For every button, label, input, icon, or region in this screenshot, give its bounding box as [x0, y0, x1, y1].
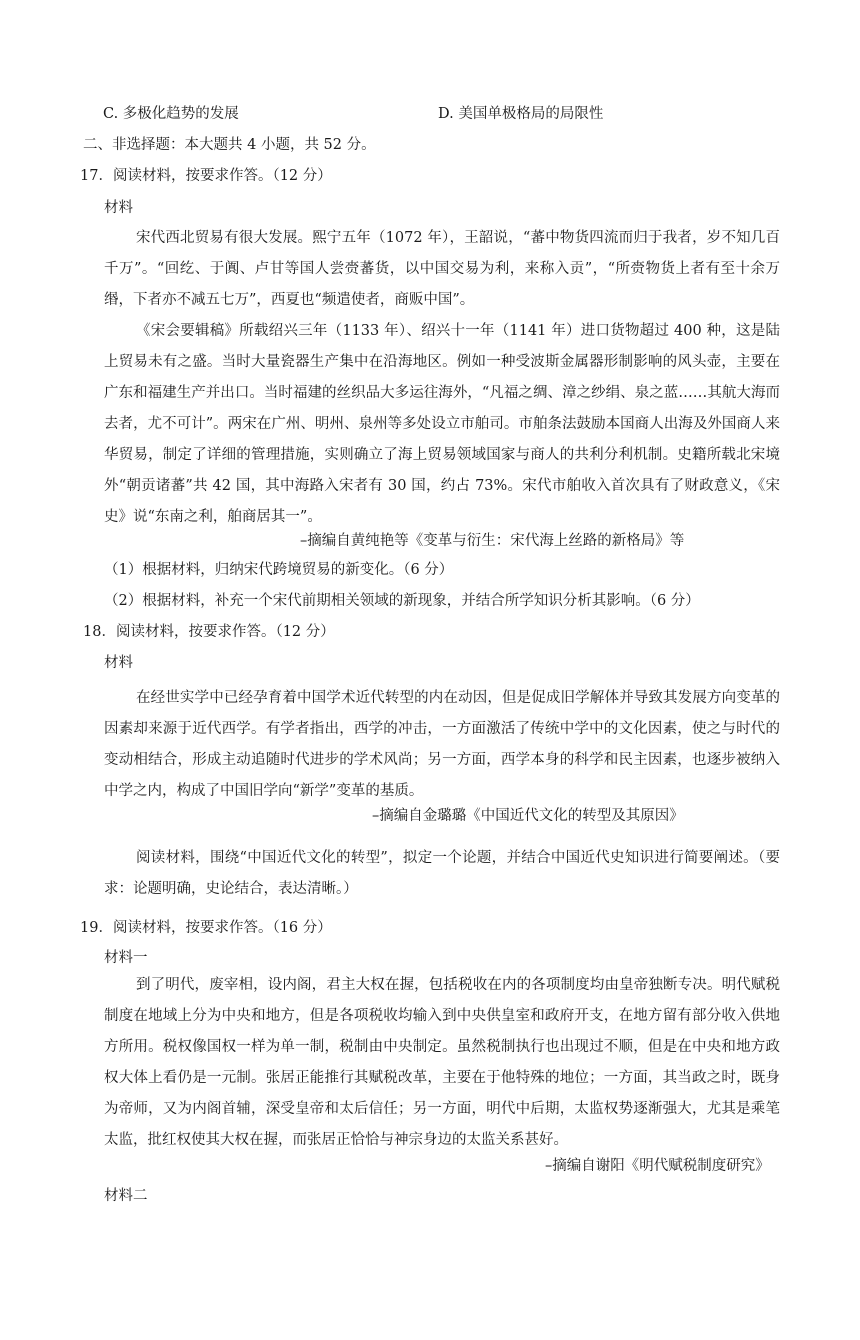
q19-stem: 19．阅读材料，按要求作答。（16 分） — [80, 920, 332, 936]
option-c: C. 多极化趋势的发展 — [103, 106, 239, 122]
q18-stem: 18．阅读材料，按要求作答。（12 分） — [83, 624, 335, 640]
option-d: D. 美国单极格局的局限性 — [438, 106, 604, 122]
q17-stem: 17．阅读材料，按要求作答。（12 分） — [80, 168, 332, 184]
q18-source: –摘编自金璐璐《中国近代文化的转型及其原因》 — [372, 808, 684, 824]
section-two-heading: 二、非选择题：本大题共 4 小题，共 52 分。 — [83, 137, 376, 153]
q19-source: –摘编自谢阳《明代赋税制度研究》 — [545, 1158, 770, 1174]
q17-material-label: 材料 — [104, 200, 133, 216]
q18-task: 阅读材料，围绕“中国近代文化的转型”，拟定一个论题，并结合中国近代史知识进行简要阐述。（要求：论题明确，史论结合，表达清晰。） — [104, 850, 780, 897]
q17-sub2: （2）根据材料，补充一个宋代前期相关领域的新现象，并结合所学知识分析其影响。（6 分） — [104, 593, 700, 609]
q17-sub1: （1）根据材料，归纳宋代跨境贸易的新变化。（6 分） — [104, 562, 454, 578]
q17-material-para1: 宋代西北贸易有很大发展。熙宁五年（1072 年），王韶说，“蕃中物货四流而归于我者，岁不知几百千万”。“回纥、于阗、卢甘等国人尝赍蕃货，以中国交易为利，来称入贡”，“所赍物货上者有至十余万缗，下者亦不减五七万”，西夏也“频遣使者，商贩中国”。 — [104, 230, 780, 308]
q17-material-para2: 《宋会要辑稿》所载绍兴三年（1133 年）、绍兴十一年（1141 年）进口货物超过 400 种，这是陆上贸易未有之盛。当时大量瓷器生产集中在沿海地区。例如一种受波斯金属器形制影响的风头壶，主要在广东和福建生产并出口。当时福建的丝织品大多运往海外，“凡福之绸、漳之纱绢、泉之蓝……其航大海而去者，尤不可计”。两宋在广州、明州、泉州等多处设立市舶司。市舶条法鼓励本国商人出海及外国商人来华贸易，制定了详细的管理措施，实则确立了海上贸易领域国家与商人的共利分利机制。史籍所载北宋境外“朝贡诸蕃”共 42 国，其中海路入宋者有 30 国，约占 73%。宋代市舶收入首次具有了财政意义，《宋史》说“东南之利，舶商居其一”。 — [104, 323, 780, 525]
q19-material2-label: 材料二 — [104, 1188, 148, 1204]
q18-material-label: 材料 — [104, 655, 133, 671]
q18-material-para1: 在经世实学中已经孕育着中国学术近代转型的内在动因，但是促成旧学解体并导致其发展方向变革的因素却来源于近代西学。有学者指出，西学的冲击，一方面激活了传统中学中的文化因素，使之与时代的变动相结合，形成主动追随时代进步的学术风尚；另一方面，西学本身的科学和民主因素，也逐步被纳入中学之内，构成了中国旧学向“新学”变革的基质。 — [104, 690, 780, 799]
q17-source: –摘编自黄纯艳等《变革与衍生：宋代海上丝路的新格局》等 — [300, 533, 685, 549]
q19-material1-para: 到了明代，废宰相，设内阁，君主大权在握，包括税收在内的各项制度均由皇帝独断专决。明代赋税制度在地域上分为中央和地方，但是各项税收均输入到中央供皇室和政府开支，在地方留有部分收入供地方所用。税权像国权一样为单一制，税制由中央制定。虽然税制执行也出现过不顺，但是在中央和地方政权大体上看仍是一元制。张居正能推行其赋税改革，主要在于他特殊的地位；一方面，其当政之时，既身为帝师，又为内阁首辅，深受皇帝和太后信任；另一方面，明代中后期，太监权势逐渐强大，尤其是乘笔太监，批红权使其大权在握，而张居正恰恰与神宗身边的太监关系甚好。 — [104, 977, 780, 1148]
q19-material1-label: 材料一 — [104, 950, 148, 966]
